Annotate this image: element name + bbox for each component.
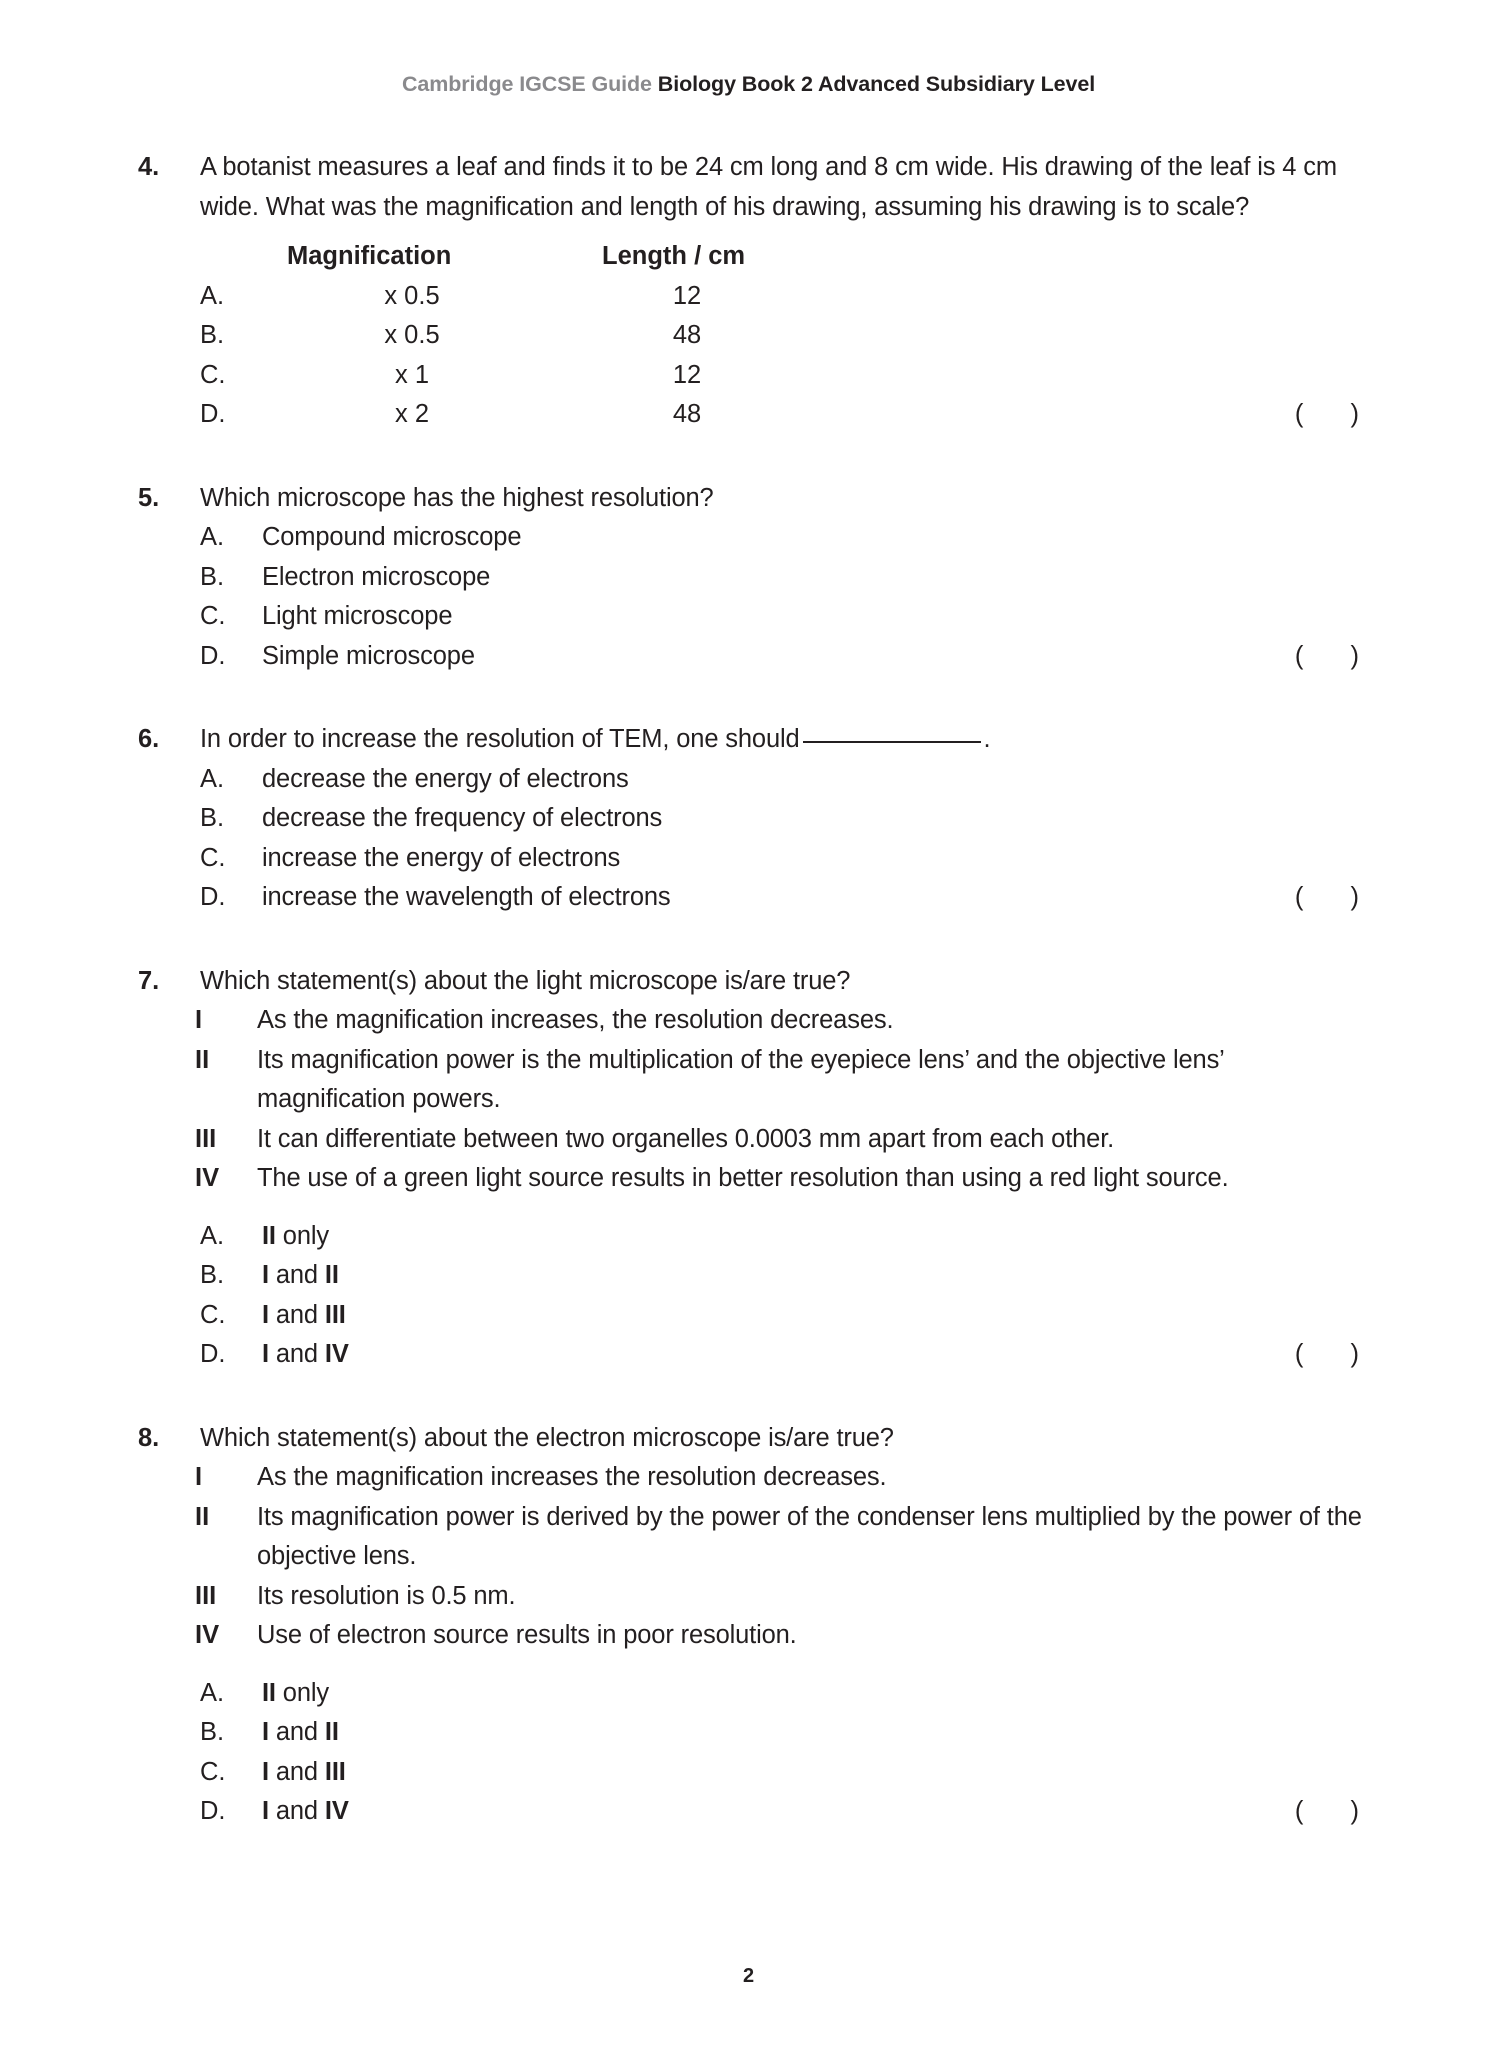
statement-text: Use of electron source results in poor resolution. [257,1621,797,1649]
table-row[interactable] [200,395,1379,435]
option-connector: and [268,1340,325,1368]
option-connector: and [268,1718,325,1746]
option-numeral-1: I [262,1797,269,1825]
option-length: 12 [672,360,702,389]
option-letter: B. [200,1718,225,1746]
option-letter: B. [200,321,225,349]
page-footer [0,1965,1497,1988]
question-4-stem-line [138,148,1363,227]
option-letter: C. [200,602,226,630]
statement-i [138,1458,1363,1498]
option-numeral-1: I [262,1340,269,1368]
statement-numeral: I [195,1006,203,1034]
option-connector: and [268,1261,325,1289]
answer-bracket[interactable]: ( ) [1294,1797,1379,1825]
question-6-number: 6. [138,725,160,753]
question-6-options [138,760,1379,918]
question-7-number: 7. [138,966,160,995]
question-6-stem-before-blank: In order to increase the resolution of TEM, one should [200,725,800,753]
question-8-options [138,1674,1379,1832]
spacer [138,918,1363,962]
option-a[interactable] [138,760,1363,800]
statement-numeral: II [195,1045,210,1074]
question-4-table [200,237,1379,435]
option-length: 48 [672,400,702,428]
option-a[interactable] [138,1674,1363,1714]
option-magnification: x 1 [394,360,430,389]
option-letter: A. [200,281,225,310]
option-numeral-2: II [324,1718,339,1746]
option-magnification: x 0.5 [384,281,440,310]
option-numeral-2: III [324,1757,346,1786]
option-letter: B. [200,1261,225,1289]
spacer [138,1656,1363,1674]
option-letter: D. [200,1340,226,1368]
question-5-number: 5. [138,483,160,512]
option-letter: C. [200,843,226,872]
table-row[interactable] [200,277,1363,317]
question-content [138,148,1379,1832]
option-letter: A. [200,1221,225,1250]
answer-bracket[interactable]: ( ) [1294,641,1379,670]
question-5-stem: Which microscope has the highest resolution? [200,483,714,512]
running-header [0,72,1497,97]
option-text [262,1792,1363,1832]
statement-numeral: IV [195,1621,220,1649]
question-6 [138,720,1379,918]
question-7-statements [138,1001,1363,1199]
option-letter: A. [200,523,225,551]
option-text: Simple microscope [262,641,475,670]
statement-i [138,1001,1363,1041]
option-numeral-1: II [262,1678,276,1707]
option-d[interactable] [138,1335,1379,1375]
option-numeral-2: III [324,1300,346,1329]
option-magnification: x 0.5 [384,321,440,349]
statement-ii [138,1498,1363,1577]
table-row[interactable] [200,356,1363,396]
option-b[interactable] [138,1713,1363,1753]
option-connector: and [268,1757,325,1786]
question-6-stem [200,720,1363,760]
option-text [262,1217,1363,1257]
option-connector: only [275,1678,329,1707]
option-text: decrease the frequency of electrons [262,804,663,832]
question-8-stem: Which statement(s) about the electron microscope is/are true? [200,1423,894,1452]
option-numeral-1: I [262,1718,269,1746]
option-letter: D. [200,641,226,670]
option-connector: only [275,1221,329,1250]
option-d[interactable] [138,878,1379,918]
question-6-stem-line [138,720,1363,760]
statement-text: As the magnification increases the resolution decreases. [257,1463,887,1491]
option-connector: and [268,1797,325,1825]
option-connector: and [268,1300,325,1329]
option-a[interactable] [138,518,1363,558]
statement-iv [138,1616,1363,1656]
option-c[interactable] [138,839,1363,879]
option-text: Light microscope [262,602,453,630]
option-numeral-2: II [324,1261,339,1289]
option-letter: D. [200,1797,226,1825]
option-length: 12 [672,281,702,310]
question-8-number: 8. [138,1423,160,1452]
table-header-row [200,237,1363,277]
answer-bracket[interactable]: ( ) [1294,883,1379,911]
option-letter: B. [200,562,225,591]
question-5-stem-line [138,479,1363,519]
option-text: increase the wavelength of electrons [262,883,671,911]
statement-text: Its magnification power is derived by the power of the condenser lens multiplied by the power of the objective lens. [257,1502,1362,1570]
question-6-stem-after-blank: . [983,725,991,753]
statement-iii [138,1577,1363,1617]
spacer [138,435,1363,479]
option-d[interactable] [138,637,1379,677]
question-7-stem: Which statement(s) about the light microscope is/are true? [200,966,851,995]
option-numeral-1: I [262,1300,269,1329]
option-numeral-1: II [262,1221,276,1250]
question-7-options [138,1217,1379,1375]
spacer [138,1375,1363,1419]
option-text [262,1335,1363,1375]
option-b[interactable] [138,799,1363,839]
option-numeral-1: I [262,1261,269,1289]
option-letter: D. [200,400,226,428]
answer-bracket[interactable]: ( ) [1294,1340,1379,1368]
option-numeral-2: IV [324,1340,349,1368]
statement-iv [138,1159,1363,1199]
option-text [262,1256,1363,1296]
option-text [262,1296,1363,1336]
spacer [138,1199,1363,1217]
question-7 [138,962,1379,1375]
option-b[interactable] [138,558,1363,598]
option-text [262,1753,1363,1793]
option-text [262,1674,1363,1714]
option-magnification: x 2 [394,400,430,428]
statement-iii [138,1120,1363,1160]
option-b[interactable] [138,1256,1363,1296]
question-4-number: 4. [138,153,160,181]
option-letter: C. [200,1300,226,1329]
option-a[interactable] [138,1217,1363,1257]
table-row[interactable] [200,316,1363,356]
option-c[interactable] [138,1753,1363,1793]
question-8 [138,1419,1379,1832]
question-8-stem-line [138,1419,1363,1459]
statement-numeral: IV [195,1164,220,1192]
statement-numeral: III [195,1124,217,1153]
option-letter: C. [200,1757,226,1786]
statement-text: As the magnification increases, the resolution decreases. [257,1006,894,1034]
answer-bracket[interactable]: ( ) [1294,400,1379,428]
option-numeral-1: I [262,1757,269,1786]
statement-ii [138,1041,1363,1120]
statement-text: It can differentiate between two organelles 0.0003 mm apart from each other. [257,1124,1115,1153]
statement-numeral: III [195,1581,217,1610]
statement-numeral: II [195,1502,210,1531]
page-number: 2 [742,1965,755,1987]
option-letter: A. [200,1678,225,1707]
fill-in-blank[interactable] [803,741,981,743]
question-8-statements [138,1458,1363,1656]
table-header-length: Length / cm [602,242,746,270]
option-c[interactable] [138,597,1363,637]
option-letter: B. [200,804,225,832]
statement-numeral: I [195,1463,203,1491]
statement-text: Its resolution is 0.5 nm. [257,1581,516,1610]
table-header-magnification: Magnification [287,242,452,270]
question-7-stem-line [138,962,1363,1002]
option-text: decrease the energy of electrons [262,764,629,793]
spacer [138,676,1363,720]
question-5-options [138,518,1379,676]
statement-text: The use of a green light source results in better resolution than using a red light source. [257,1164,1229,1192]
option-text: increase the energy of electrons [262,843,621,872]
option-letter: A. [200,764,225,793]
option-text: Electron microscope [262,562,491,591]
option-text [262,1713,1363,1753]
option-numeral-2: IV [324,1797,349,1825]
question-5 [138,479,1379,677]
statement-text: Its magnification power is the multiplication of the eyepiece lens’ and the objective lens’ magnification powers. [257,1045,1224,1113]
header-book-title: Biology Book 2 Advanced Subsidiary Level [657,72,1096,96]
option-text: Compound microscope [262,523,522,551]
header-brand: Cambridge IGCSE Guide [401,72,652,96]
option-letter: D. [200,883,226,911]
option-letter: C. [200,360,226,389]
option-d[interactable] [138,1792,1379,1832]
question-4-stem: A botanist measures a leaf and finds it to be 24 cm long and 8 cm wide. His drawing of the leaf is 4 cm wide. What was the magnification and length of his drawing, assuming his drawing is to scale? [200,153,1337,221]
option-c[interactable] [138,1296,1363,1336]
question-4 [138,148,1379,435]
option-length: 48 [672,321,702,349]
